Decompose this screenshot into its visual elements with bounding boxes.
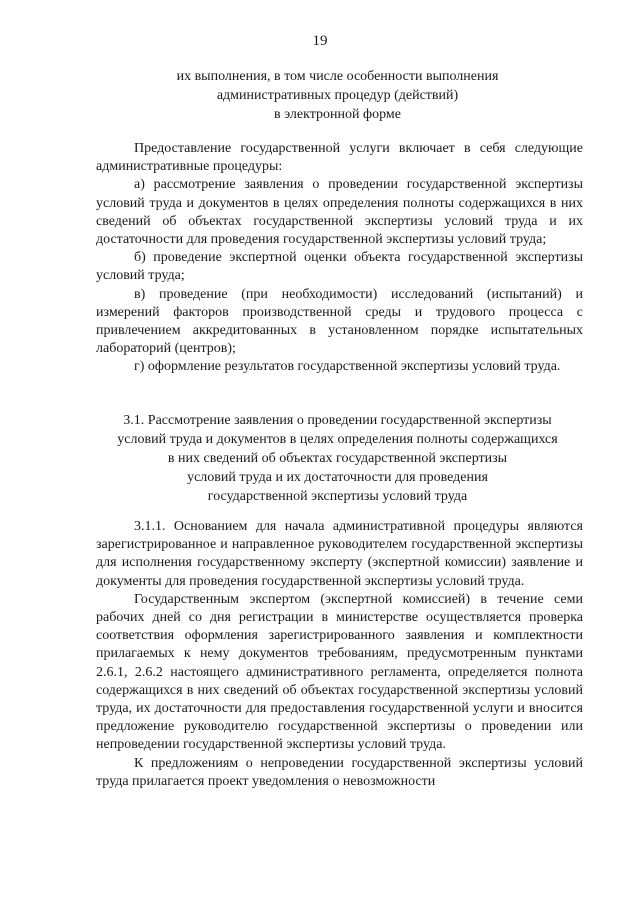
procedure-item-b: б) проведение экспертной оценки объекта государственной экспертизы условий труда; [96, 250, 583, 284]
heading-line: условий труда и документов в целях определения полноты содержащихся [117, 432, 558, 447]
procedures-block [96, 140, 583, 377]
paragraph-refusal-proposals: К предложениям о непроведении государственной экспертизы условий труда прилагается проект уведомления о невозможности [96, 755, 583, 789]
intro-paragraph: Предоставление государственной услуги включает в себя следующие административные процедуры: [96, 141, 583, 175]
paragraph-expert-check: Государственным экспертом (экспертной комиссией) в течение семи рабочих дней со дня регистрации в министерстве осуществляется проверка соответствия оформления зарегистрированного заявления и комплектности прилагаемых к нему документов требованиям, предусмотренным пунктами 2.6.1, 2.6.2 настоящего административного регламента, определяется полнота содержащихся в них сведений об объектах государственной экспертизы условий труда, их достаточности для предоставления государственной услуги и вносится предложение руководителю государственной экспертизы о проведении или непроведении государственной экспертизы условий труда. [96, 591, 583, 753]
heading-line: административных процедур (действий) [216, 88, 459, 103]
heading-line: их выполнения, в том числе особенности выполнения [176, 69, 499, 84]
page-number: 19 [312, 33, 328, 49]
heading-line: в электронной форме [274, 107, 401, 122]
paragraph-3-1-1: 3.1.1. Основанием для начала административной процедуры являются зарегистрированное и направленное руководителем государственной экспертизы для исполнения государственному эксперту (экспертной комиссии) заявление и документы для проведения государственной экспертизы условий труда. [96, 519, 583, 589]
section-3-1-text [96, 518, 583, 791]
subsection-heading-3-1 [60, 411, 615, 506]
procedure-item-a: а) рассмотрение заявления о проведении государственной экспертизы условий труда и документов в целях определения полноты содержащихся в них сведений об объектах государственной экспертизы условий труда и их достаточности для проведения государственной экспертизы условий труда; [96, 177, 583, 248]
heading-line: 3.1. Рассмотрение заявления о проведении государственной экспертизы [123, 413, 552, 428]
heading-line: в них сведений об объектах государственной экспертизы [167, 451, 508, 466]
heading-line: государственной экспертизы условий труда [207, 489, 468, 504]
heading-line: условий труда и их достаточности для проведения [187, 470, 488, 485]
procedure-item-g: г) оформление результатов государственной экспертизы условий труда. [134, 359, 561, 375]
procedure-item-v: в) проведение (при необходимости) исследований (испытаний) и измерений факторов производственной среды и трудового процесса с привлечением аккредитованных в установленном порядке испытательных лабораторий (центров); [96, 286, 583, 357]
section-heading-continuation [60, 67, 615, 124]
